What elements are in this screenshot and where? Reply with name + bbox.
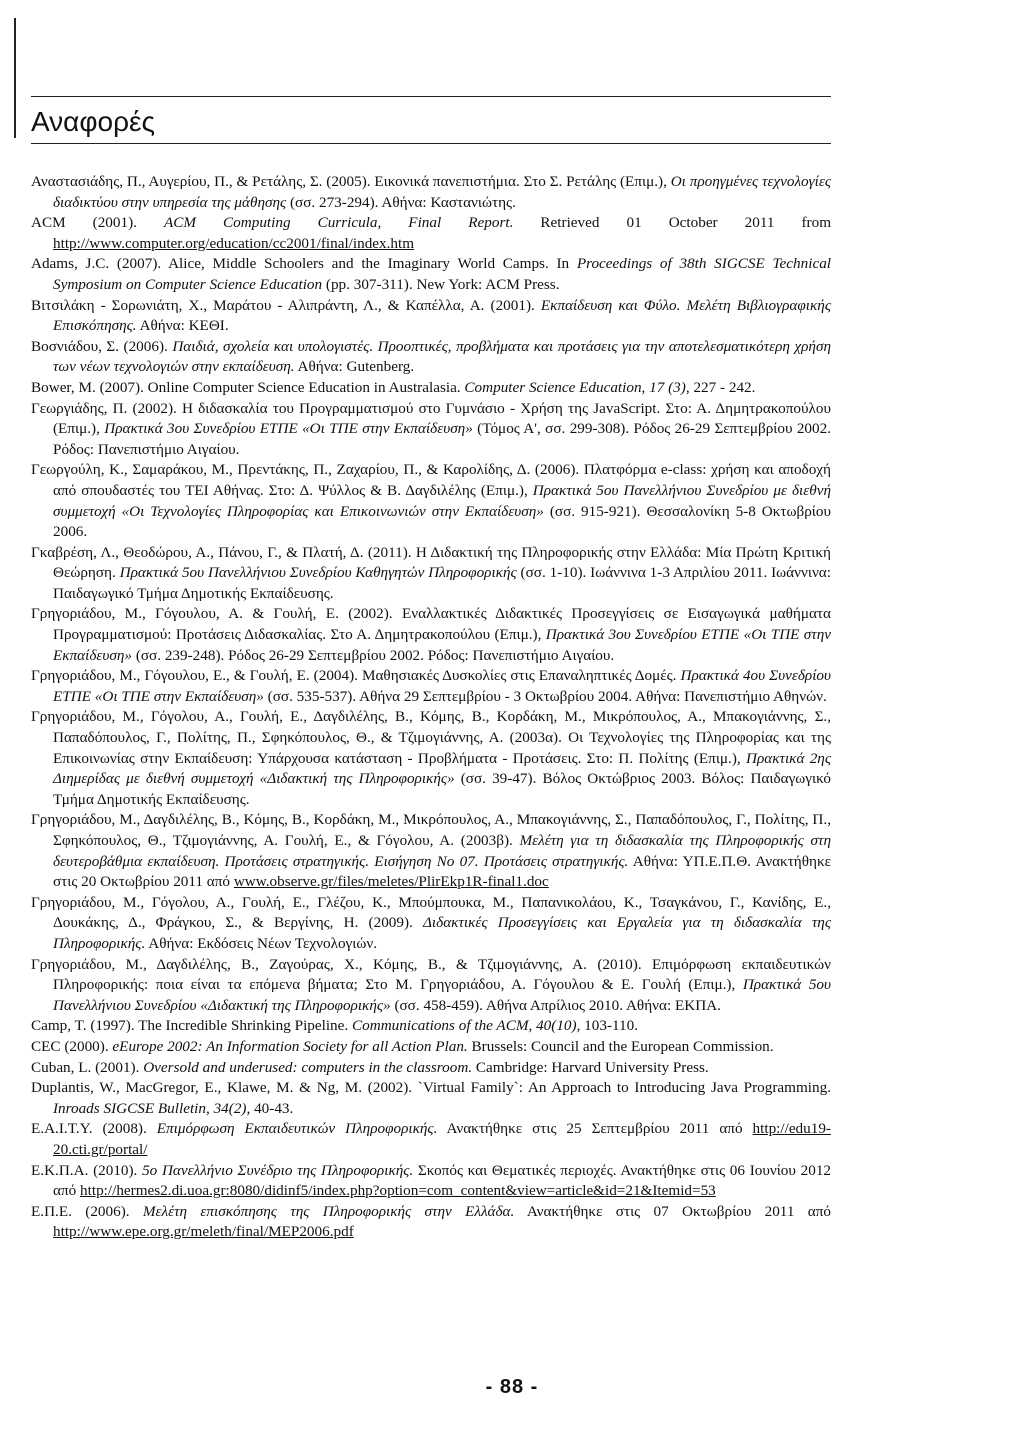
reference-italic-text: ACM Computing Curricula, Final Report. (163, 214, 514, 232)
reference-text: Γκαβρέση, Λ., Θεοδώρου, Α., Πάνου, Γ., & Πλατή, Δ. (2011). Η Διδακτική της Πληροφορικής στην Ελλάδα: Μία Πρώτη Κριτική Θεώρηση. (31, 543, 831, 582)
reference-list (31, 172, 831, 1243)
reference-italic-text: Πρακτικά 2ης Διημερίδας με διεθνή συμμετοχή «Διδακτική της Πληροφορικής» (53, 749, 831, 788)
reference-link[interactable]: http://edu19-20.cti.gr/portal/ (53, 1120, 831, 1158)
reference-text: (pp. 307-311). New York: ACM Press. (322, 275, 560, 293)
reference-entry (31, 1161, 831, 1202)
reference-text: Ε.Α.Ι.Τ.Υ. (2008). (31, 1120, 157, 1138)
reference-text: Γρηγοριάδου, Μ., Γόγουλου, Ε., & Γουλή, Ε. (2004). Μαθησιακές Δυσκολίες στις Επαναληπτικές Δομές. (31, 667, 681, 685)
reference-text: Γρηγοριάδου, Μ., Γόγολου, Α., Γουλή, Ε., Γλέζου, Κ., Μπούμπουκα, Μ., Παπανικολάου, Κ., Τσαγκάνου, Γ., Κανίδης, Ε., Δουκάκης, Δ., Φράγκου, Σ., & Βεργίνης, Η. (2009). (31, 893, 831, 932)
document-page (31, 96, 831, 1243)
reference-text: (σσ. 535-537). Αθήνα 29 Σεπτεμβρίου - 3 Οκτωβρίου 2004. Αθήνα: Πανεπιστήμιο Αθηνών. (263, 687, 827, 705)
reference-text: Αθήνα: Εκδόσεις Νέων Τεχνολογιών. (145, 934, 378, 952)
reference-text: Γρηγοριάδου, Μ., Γόγουλου, Α. & Γουλή, Ε. (2002). Εναλλακτικές Διδακτικές Προσεγγίσεις σε Εισαγωγικά μαθήματα Προγραμματισμού: Προτάσεις Διδασκαλίας. Στο Α. Δημητρακοπούλου (Επιμ.), (31, 605, 831, 644)
reference-text: Ε.Π.Ε. (2006). (31, 1202, 143, 1220)
reference-text: Duplantis, W., MacGregor, E., Klawe, M. & Ng, M. (2002). `Virtual Family`: An Approach to Introducing Java Programming. (31, 1079, 831, 1097)
reference-link[interactable]: http://www.epe.org.gr/meleth/final/MEP2006.pdf (53, 1223, 354, 1241)
reference-entry (31, 1202, 831, 1243)
reference-text: Camp, T. (1997). The Incredible Shrinking Pipeline. (31, 1017, 352, 1035)
reference-italic-text: Επιμόρφωση Εκπαιδευτικών Πληροφορικής. (156, 1120, 438, 1138)
reference-italic-text: Inroads SIGCSE Bulletin, 34(2), (53, 1099, 251, 1117)
reference-text: ACM (2001). (31, 214, 164, 232)
reference-entry (31, 254, 831, 295)
reference-italic-text: Μελέτη επισκόπησης της Πληροφορικής στην Ελλάδα. (142, 1202, 515, 1220)
reference-text: CEC (2000). (31, 1037, 113, 1055)
reference-entry (31, 1016, 831, 1037)
reference-entry (31, 1058, 831, 1079)
reference-italic-text: Διδακτικές Προσεγγίσεις και Εργαλεία για τη διδασκαλία της Πληροφορικής. (53, 914, 831, 952)
reference-text: (σσ. 1-10). Ιωάννινα 1-3 Απριλίου 2011. Ιωάννινα: Παιδαγωγικό Τμήμα Δημοτικής Εκπαίδευσης. (53, 564, 831, 602)
reference-entry (31, 460, 831, 542)
reference-italic-text: Παιδιά, σχολεία και υπολογιστές. Προοπτικές, προβλήματα και προτάσεις για την αποτελεσματικότερη χρήση των νέων τεχνολογιών στην εκπαίδευση. (53, 337, 831, 376)
reference-entry (31, 296, 831, 337)
reference-text: Cambridge: Harvard University Press. (472, 1058, 709, 1076)
reference-entry (31, 955, 831, 1017)
reference-entry (31, 399, 831, 461)
reference-text: (Τόμος Α', σσ. 299-308). Ρόδος 26-29 Σεπτεμβρίου 2002. Ρόδος: Πανεπιστήμιο Αιγαίου. (53, 420, 831, 458)
reference-link[interactable]: http://www.computer.org/education/cc2001/final/index.htm (53, 234, 415, 252)
reference-entry (31, 666, 831, 707)
reference-text: Γεωργούλη, Κ., Σαμαράκου, Μ., Πρεντάκης, Π., Ζαχαρίου, Π., & Καρολίδης, Δ. (2006). Πλατφόρμα e-class: χρήση και αποδοχή από σπουδαστές του ΤΕΙ Αθήνας. Στο: Δ. Ψύλλος & Β. Δαγδιλέλης (Επιμ.), (31, 461, 831, 499)
reference-italic-text: Πρακτικά 4ου Συνεδρίου ΕΤΠΕ «Οι ΤΠΕ στην Εκπαίδευση» (53, 667, 831, 705)
reference-text: (σσ. 458-459). Αθήνα Απρίλιος 2010. Αθήνα: ΕΚΠΑ. (390, 996, 721, 1014)
reference-text: Ε.Κ.Π.Α. (2010). (31, 1161, 143, 1179)
reference-text: Brussels: Council and the European Commission. (467, 1037, 774, 1055)
reference-italic-text: Computer Science Education, 17 (3), (464, 378, 690, 396)
reference-entry (31, 378, 831, 399)
reference-italic-text: Πρακτικά 5ου Πανελλήνιου Συνεδρίου Καθηγητών Πληροφορικής (119, 564, 517, 582)
reference-text: Γρηγοριάδου, Μ., Γόγολου, Α., Γουλή, Ε., Δαγδιλέλης, Β., Κόμης, Β., Κορδάκη, Μ., Μικρόπουλος, Α., Μπακογιάννης, Σ., Παπαδόπουλος, Γ., Πολίτης, Π., Σφηκόπουλος, Θ., & Τζιμογιάννης, Α. (2003α). Οι Τεχνολογίες της Πληροφορίας και της Επικοινωνίας στην Εκπαίδευση: Υπάρχουσα κατάσταση - Προβλήματα - Προτάσεις. Στο: Π. Πολίτης (Επιμ.), (31, 708, 831, 767)
binding-edge-line (14, 18, 16, 138)
reference-entry (31, 1119, 831, 1160)
reference-entry (31, 543, 831, 605)
reference-text: Γρηγοριάδου, Μ., Δαγδιλέλης, Β., Ζαγούρας, Χ., Κόμης, Β., & Τζιμογιάννης, Α. (2010). Επιμόρφωση εκπαιδευτικών Πληροφορικής: ποια είναι τα επόμενα βήματα; Στο Μ. Γρηγοριάδου, Α. Γόγουλου & Ε. Γουλή (Επιμ.), (31, 955, 831, 994)
page-number: - 88 - (485, 1376, 539, 1398)
reference-text: Αθήνα: ΚΕΘΙ. (136, 317, 229, 335)
reference-link[interactable]: www.observe.gr/files/meletes/PlirEkp1R-final1.doc (233, 873, 549, 891)
reference-entry (31, 893, 831, 955)
reference-text: Αναστασιάδης, Π., Αυγερίου, Π., & Ρετάλης, Σ. (2005). Εικονικά πανεπιστήμια. Στο Σ. Ρετάλης (Επιμ.), (31, 173, 671, 190)
reference-italic-text: Πρακτικά 5ου Πανελλήνιου Συνεδρίου με διεθνή συμμετοχή «Οι Τεχνολογίες Πληροφορίας και Επικοινωνιών στην Εκπαίδευση» (53, 481, 831, 520)
reference-text: (σσ. 39-47). Βόλος Οκτώβριος 2003. Βόλος: Παιδαγωγικό Τμήμα Δημοτικής Εκπαίδευσης. (53, 770, 831, 808)
reference-text: Retrieved 01 October 2011 from (513, 214, 832, 232)
reference-text: Γρηγοριάδου, Μ., Δαγδιλέλης, Β., Κόμης, Β., Κορδάκη, Μ., Μικρόπουλος, Α., Μπακογιάννης, Σ., Παπαδόπουλος, Γ., Πολίτης, Π., Σφηκόπουλος, Θ., Τζιμογιάννης, Α. Γουλή, Ε., & Γόγολου, Α. (2003β). (31, 811, 831, 849)
reference-italic-text: Πρακτικά 3ου Συνεδρίου ΕΤΠΕ «Οι ΤΠΕ στην Εκπαίδευση» (104, 420, 473, 438)
reference-italic-text: Μελέτη για τη διδασκαλία της Πληροφορικής στη δευτεροβάθμια εκπαίδευση. Προτάσεις στρατηγικής. Εισήγηση Νο 07. Προτάσεις στρατηγικής. (53, 832, 831, 870)
reference-entry (31, 172, 831, 213)
reference-text: 103-110. (580, 1017, 639, 1035)
reference-entry (31, 1037, 831, 1058)
reference-italic-text: Πρακτικά 3ου Συνεδρίου ΕΤΠΕ «Οι ΤΠΕ στην Εκπαίδευση» (53, 626, 831, 664)
reference-text: Ανακτήθηκε στις 25 Σεπτεμβρίου 2011 από (437, 1120, 753, 1138)
reference-entry (31, 213, 831, 254)
reference-text: 40-43. (250, 1099, 294, 1117)
reference-text: Αθήνα: Gutenberg. (294, 358, 415, 376)
reference-text: Adams, J.C. (2007). Alice, Middle Schoolers and the Imaginary World Camps. In (31, 255, 577, 273)
reference-entry (31, 604, 831, 666)
reference-entry (31, 810, 831, 892)
reference-entry (31, 337, 831, 378)
reference-text: Βιτσιλάκη - Σορωνιάτη, Χ., Μαράτου - Αλιπράντη, Λ., & Καπέλλα, Α. (2001). (31, 296, 541, 314)
reference-entry (31, 1078, 831, 1119)
reference-link[interactable]: http://hermes2.di.uoa.gr:8080/didinf5/index.php?option=com_content&view=article&id=21&Itemid=53 (80, 1182, 716, 1200)
reference-text: Bower, M. (2007). Online Computer Science Education in Australasia. (31, 378, 465, 396)
reference-italic-text: Εκπαίδευση και Φύλο. Μελέτη Βιβλιογραφικής Επισκόπησης. (53, 296, 831, 335)
reference-text: Γεωργιάδης, Π. (2002). Η διδασκαλία του Προγραμματισμού στο Γυμνάσιο - Χρήση της JavaScript. Στο: Α. Δημητρακοπούλου (Επιμ.), (31, 399, 831, 438)
reference-text: Βοσνιάδου, Σ. (2006). (31, 337, 173, 355)
reference-text: Cuban, L. (2001). (31, 1058, 144, 1076)
reference-italic-text: Communications of the ACM, 40(10), (352, 1017, 581, 1035)
reference-italic-text: eEurope 2002: An Information Society for all Action Plan. (112, 1037, 468, 1055)
section-heading: Αναφορές (31, 96, 831, 144)
reference-text: 227 - 242. (689, 378, 756, 396)
reference-text: Σκοπός και Θεματικές περιοχές. Ανακτήθηκε στις 06 Ιουνίου 2012 από (53, 1161, 832, 1200)
reference-italic-text: Oversold and underused: computers in the classroom. (143, 1058, 473, 1076)
reference-italic-text: 5ο Πανελλήνιο Συνέδριο της Πληροφορικής. (142, 1161, 414, 1179)
reference-entry (31, 707, 831, 810)
reference-text: (σσ. 273-294). Αθήνα: Καστανιώτης. (286, 193, 516, 211)
reference-italic-text: Proceedings of 38th SIGCSE Technical Symposium on Computer Science Education (53, 255, 832, 293)
reference-text: Αθήνα: ΥΠ.Ε.Π.Θ. Ανακτήθηκε στις 20 Οκτωβρίου 2011 από (53, 852, 831, 891)
reference-italic-text: Οι προηγμένες τεχνολογίες διαδικτύου στην υπηρεσία της μάθησης (53, 173, 831, 211)
reference-text: (σσ. 239-248). Ρόδος 26-29 Σεπτεμβρίου 2002. Ρόδος: Πανεπιστήμιο Αιγαίου. (132, 646, 615, 664)
reference-text: (σσ. 915-921). Θεσσαλονίκη 5-8 Οκτωβρίου 2006. (53, 502, 832, 541)
reference-italic-text: Πρακτικά 5ου Πανελλήνιου Συνεδρίου «Διδακτική της Πληροφορικής» (53, 976, 831, 1014)
reference-text: Ανακτήθηκε στις 07 Οκτωβρίου 2011 από (514, 1202, 831, 1220)
